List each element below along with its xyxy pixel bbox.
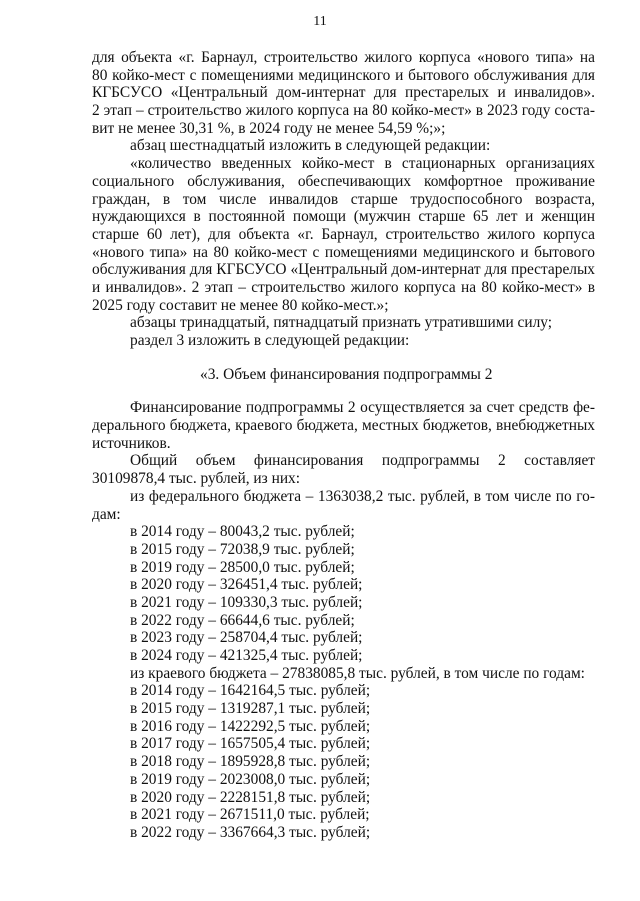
regional-budget-intro: из краевого бюджета – 27838085,8 тыс. рублей, в том числе по годам: (130, 664, 585, 682)
paragraph-new-wording (92, 155, 595, 314)
page-number: 11 (313, 14, 327, 29)
text-line: вит не менее 30,31 %, в 2024 году не менее 54,59 %;»; (92, 119, 446, 137)
text-line: обслуживания для КГБСУСО «Центральный дом-интернат для престарелых (92, 261, 595, 279)
text-line: КГБСУСО «Центральный дом-интернат для престарелых и инвалидов». (92, 84, 595, 102)
text-line: из федерального бюджета – 1363038,2 тыс. рублей, в том числе по го- (130, 487, 595, 505)
text-line: 2025 году составит не менее 80 койко-мест.»; (92, 296, 389, 314)
list-item: в 2020 году – 2228151,8 тыс. рублей; (130, 788, 371, 806)
text-line: «нового типа» на 80 койко-мест с помещениями медицинского и бытового (92, 243, 595, 261)
text-line: старше 60 лет), для объекта «г. Барнаул, строительство жилого корпуса (92, 225, 595, 243)
regional-budget-section (92, 665, 595, 842)
instruction-paragraph: абзацы тринадцатый, пятнадцатый признать утратившими силу; (130, 314, 553, 332)
instruction-paragraph: абзац шестнадцатый изложить в следующей редакции: (130, 137, 491, 155)
text-line: 30109878,4 тыс. рублей, из них: (92, 470, 301, 488)
list-item: в 2023 году – 258704,4 тыс. рублей; (130, 629, 363, 647)
list-item: в 2022 году – 66644,6 тыс. рублей; (130, 611, 355, 629)
text-line: для объекта «г. Барнаул, строительство жилого корпуса «нового типа» на (92, 49, 595, 66)
text-line: нуждающихся в постоянной помощи (мужчин старше 65 лет и женщин (92, 208, 595, 226)
text-line: дерального бюджета, краевого бюджета, местных бюджетов, внебюджетных (92, 417, 595, 435)
list-item: в 2019 году – 28500,0 тыс. рублей; (130, 558, 355, 576)
paragraph-continued-indicator (92, 49, 595, 137)
text-line: «количество введенных койко-мест в стационарных организациях (130, 155, 595, 173)
list-item: в 2022 году – 3367664,3 тыс. рублей; (130, 823, 371, 841)
financing-sources-paragraph (92, 399, 595, 452)
text-line: 2 этап – строительство жилого корпуса на 80 койко-мест» в 2023 году соста- (92, 102, 595, 120)
document-body (92, 49, 595, 842)
text-line: Финансирование подпрограммы 2 осуществляется за счет средств фе- (130, 399, 595, 417)
list-item: в 2015 году – 72038,9 тыс. рублей; (130, 540, 355, 558)
text-line: источников. (92, 434, 171, 452)
list-item: в 2020 году – 326451,4 тыс. рублей; (130, 576, 363, 594)
text-line: дам: (92, 505, 121, 523)
list-item: в 2019 году – 2023008,0 тыс. рублей; (130, 770, 371, 788)
section-heading: «3. Объем финансирования подпрограммы 2 (200, 365, 493, 383)
list-item: в 2014 году – 1642164,5 тыс. рублей; (130, 682, 371, 700)
list-item: в 2014 году – 80043,2 тыс. рублей; (130, 523, 355, 541)
list-item: в 2021 году – 109330,3 тыс. рублей; (130, 593, 363, 611)
list-item: в 2021 году – 2671511,0 тыс. рублей; (130, 806, 370, 824)
federal-budget-section (92, 488, 595, 665)
list-item: в 2015 году – 1319287,1 тыс. рублей; (130, 700, 371, 718)
list-item: в 2016 году – 1422292,5 тыс. рублей; (130, 717, 371, 735)
list-item: в 2024 году – 421325,4 тыс. рублей; (130, 647, 363, 664)
text-line: социального обслуживания, обеспечивающих комфортное проживание (92, 172, 595, 190)
text-line: 80 койко-мест с помещениями медицинского и бытового обслуживания для (92, 66, 595, 84)
text-line: граждан, в том числе инвалидов старше трудоспособного возраста, (92, 190, 595, 208)
list-item: в 2018 году – 1895928,8 тыс. рублей; (130, 753, 371, 771)
total-volume-paragraph (92, 452, 595, 487)
instruction-paragraph: раздел 3 изложить в следующей редакции: (130, 332, 410, 349)
list-item: в 2017 году – 1657505,4 тыс. рублей; (130, 735, 371, 753)
text-line: Общий объем финансирования подпрограммы 2 составляет (130, 452, 595, 470)
text-line: и инвалидов». 2 этап – строительство жилого корпуса на 80 койко-мест» в (92, 278, 595, 296)
